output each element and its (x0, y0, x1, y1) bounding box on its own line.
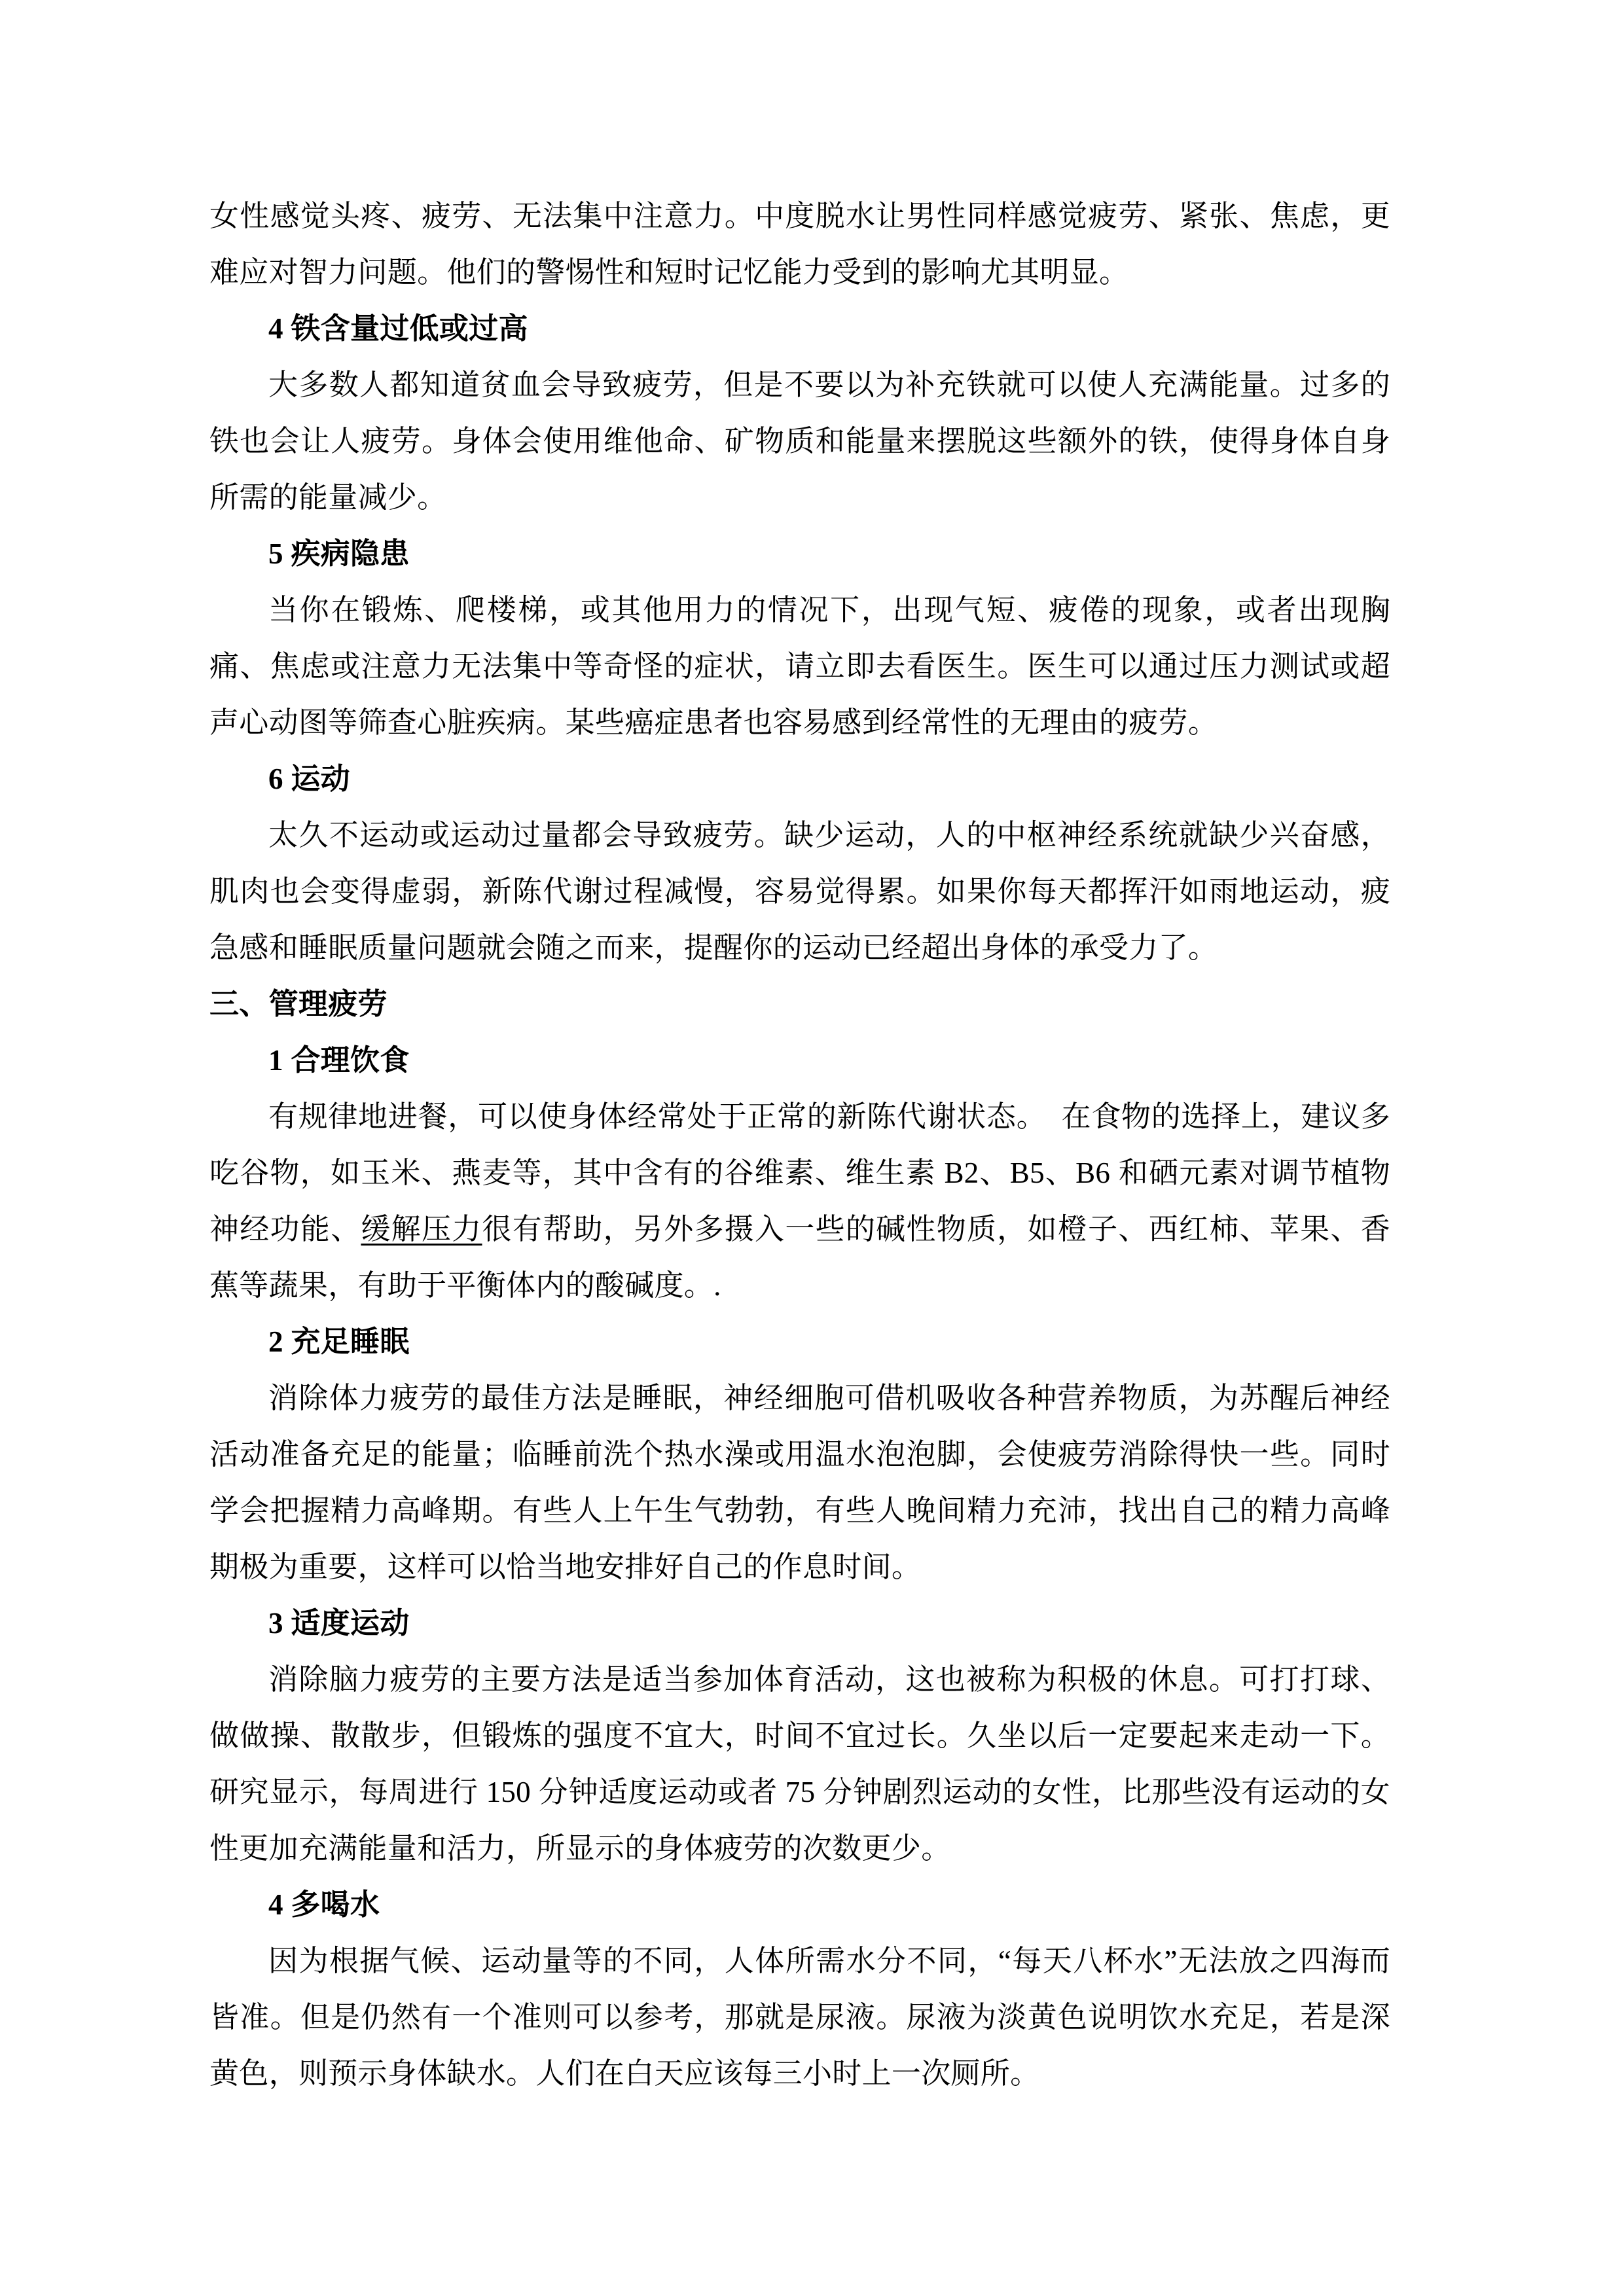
text-run: 4 铁含量过低或过高 (268, 312, 528, 345)
text-run: 3 适度运动 (268, 1607, 410, 1640)
text-run: 女性感觉头疼、疲劳、无法集中注意力。中度脱水让男性同样感觉疲劳、紧张、焦虑，更难应对智力问题。他们的警惕性和短时记忆能力受到的影响尤其明显。 (209, 200, 1390, 289)
section-heading (209, 976, 1390, 1032)
body-paragraph (209, 1933, 1390, 2102)
text-run: 4 多喝水 (268, 1888, 380, 1921)
text-run: 消除脑力疲劳的主要方法是适当参加体育活动，这也被称为积极的休息。可打打球、做做操、散散步，但锻炼的强度不宜大，时间不宜过长。久坐以后一定要起来走动一下。研究显示，每周进行 150 分钟适度运动或者 75 分钟剧烈运动的女性，比那些没有运动的女性更加充满能量和活力，所显示的身体疲劳的次数更少。 (209, 1663, 1390, 1865)
sub-heading (209, 1595, 1390, 1651)
sub-heading (209, 1876, 1390, 1933)
text-run: 太久不运动或运动过量都会导致疲劳。缺少运动，人的中枢神经系统就缺少兴奋感，肌肉也会变得虚弱，新陈代谢过程减慢，容易觉得累。如果你每天都挥汗如雨地运动，疲急感和睡眠质量问题就会随之而来，提醒你的运动已经超出身体的承受力了。 (209, 819, 1390, 964)
sub-heading (209, 1032, 1390, 1088)
body-paragraph (209, 188, 1390, 300)
sub-heading (209, 751, 1390, 807)
body-paragraph (209, 357, 1390, 526)
text-run: 三、管理疲劳 (209, 988, 388, 1020)
text-run: 大多数人都知道贫血会导致疲劳，但是不要以为补充铁就可以使人充满能量。过多的铁也会让人疲劳。身体会使用维他命、矿物质和能量来摆脱这些额外的铁，使得身体自身所需的能量减少。 (209, 368, 1390, 514)
text-run: 2 充足睡眠 (268, 1325, 410, 1358)
underlined-phrase: 缓解压力 (361, 1213, 482, 1246)
text-run: 5 疾病隐患 (268, 537, 410, 570)
text-run: 6 运动 (268, 762, 350, 795)
sub-heading (209, 526, 1390, 582)
body-paragraph (209, 1370, 1390, 1595)
text-run: 当你在锻炼、爬楼梯，或其他用力的情况下，出现气短、疲倦的现象，或者出现胸痛、焦虑或注意力无法集中等奇怪的症状，请立即去看医生。医生可以通过压力测试或超声心动图等筛查心脏疾病。某些癌症患者也容易感到经常性的无理由的疲劳。 (209, 594, 1390, 739)
body-paragraph (209, 807, 1390, 976)
sub-heading (209, 1314, 1390, 1370)
body-paragraph (209, 1088, 1390, 1314)
text-run: 很有帮助，另外多摄入一些的碱性物质，如橙子、西红柿、苹果、香蕉等蔬果，有助于平衡体内的酸碱度。. (209, 1213, 1390, 1302)
body-paragraph (209, 582, 1390, 751)
body-paragraph (209, 1651, 1390, 1876)
text-run: 有规律地进餐，可以使身体经常处于正常的新陈代谢状态。 在食物的选择上，建议多吃谷物，如玉米、燕麦等，其中含有的谷维素、维生素 B2、B5、B6 和硒元素对调节植物神经功能、 (209, 1100, 1390, 1246)
document-content (209, 188, 1390, 2102)
text-run: 因为根据气候、运动量等的不同，人体所需水分不同，“每天八杯水”无法放之四海而皆准。但是仍然有一个准则可以参考，那就是尿液。尿液为淡黄色说明饮水充足，若是深黄色，则预示身体缺水。人们在白天应该每三小时上一次厕所。 (209, 1945, 1390, 2090)
sub-heading (209, 300, 1390, 357)
text-run: 1 合理饮食 (268, 1044, 410, 1077)
text-run: 消除体力疲劳的最佳方法是睡眠，神经细胞可借机吸收各种营养物质，为苏醒后神经活动准备充足的能量；临睡前洗个热水澡或用温水泡泡脚，会使疲劳消除得快一些。同时学会把握精力高峰期。有些人上午生气勃勃，有些人晚间精力充沛，找出自己的精力高峰期极为重要，这样可以恰当地安排好自己的作息时间。 (209, 1382, 1390, 1583)
